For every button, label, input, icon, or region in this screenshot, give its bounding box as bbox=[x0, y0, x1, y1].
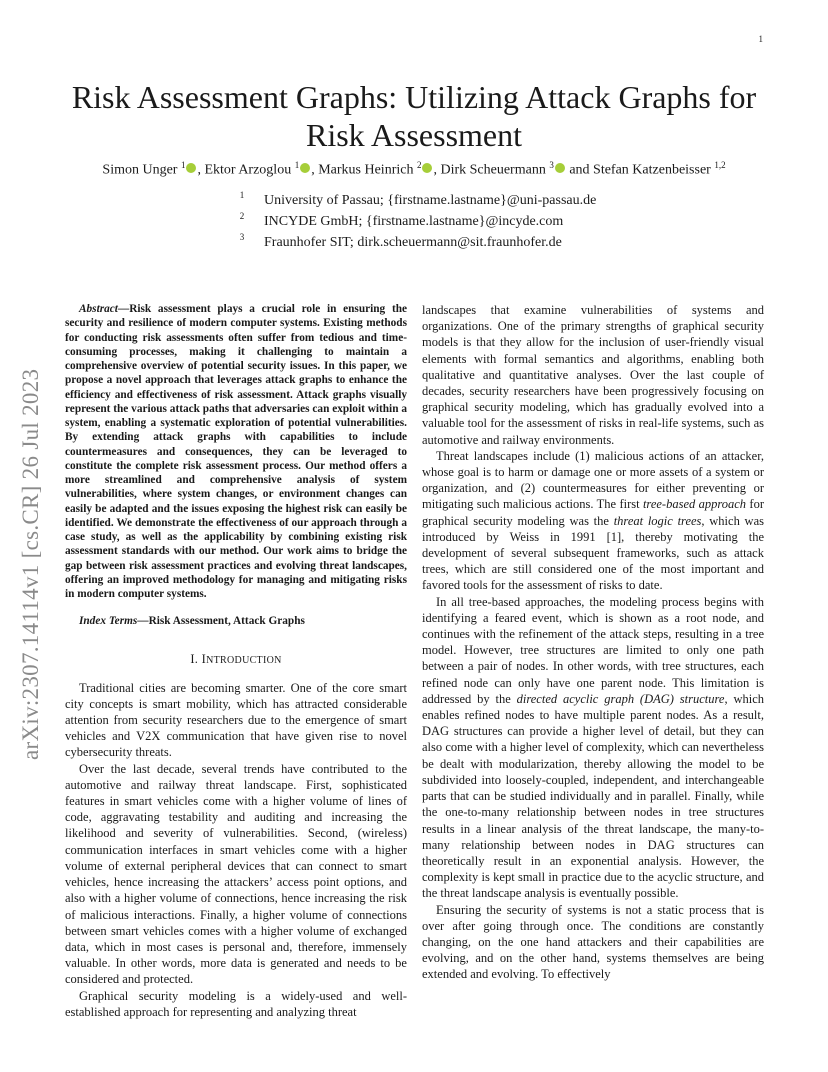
orcid-icon[interactable] bbox=[300, 163, 310, 173]
arxiv-identifier-stamp[interactable]: arXiv:2307.14114v1 [cs.CR] 26 Jul 2023 bbox=[18, 368, 43, 760]
abstract bbox=[65, 302, 407, 601]
abstract-text: —Risk assessment plays a crucial role in ensuring the security and resilience of modern computer systems. Existing methods for conducting risk assessments often suffer from tedious and time-consuming processes, making it challenging to maintain a comprehensive overview of potential security issues. In this paper, we propose a novel approach that leverages attack graphs to enhance the efficiency and effectiveness of risk assessment. Attack graphs visually represent the various attack paths that adversaries can exploit within a system, enabling a systematic exploration of potential vulnerabilities. By extending attack graphs with capabilities to include countermeasures and consequences, they can be leveraged to constitute the complete risk assessment process. Our method offers a more streamlined and comprehensive analysis of system vulnerabilities, where system changes, or environment changes can easily be adapted and the issues exposing the highest risk can easily be identified. We demonstrate the effectiveness of our approach through a case study, as well as the applicability by combining existing risk assessment standards with our method. Our work aims to bridge the gap between risk assessment practices and evolving threat landscapes, offering an improved methodology for managing and mitigating risks in modern computer systems. bbox=[65, 303, 407, 600]
affiliation-number: 1 bbox=[239, 190, 245, 200]
author-5: and Stefan Katzenbeisser bbox=[565, 162, 715, 178]
section-heading-introduction: I. INTRODUCTION bbox=[190, 652, 282, 667]
author-2: , Ektor Arzoglou bbox=[197, 162, 295, 178]
affiliation-row bbox=[220, 190, 596, 211]
affiliation-text: Fraunhofer SIT; dirk.scheuermann@sit.fraunhofer.de bbox=[264, 235, 562, 250]
body-paragraph: Traditional cities are becoming smarter. One of the core smart city concepts is smart mobility, which has attracted considerable attention from security researchers due to the emergence of smart vehicles and V2X communication that have given rise to novel cybersecurity threats. bbox=[65, 680, 407, 760]
paper-title: Risk Assessment Graphs: Utilizing Attack Graphs for Risk Assessment bbox=[71, 79, 757, 153]
body-paragraph: Over the last decade, several trends have contributed to the automotive and railway threat landscape. First, sophisticated features in smart vehicles come with a higher volume of lines of code, aggravating testability and auditing and increasing the likelihood and severity of vulnerabilities. Second, (wireless) communication interfaces in smart vehicles come with a higher volume of external peripheral devices that can connect to smart vehicles, hence increasing the attackers’ access point options, and also with a higher volume of connections, hence increasing the risk of malicious interactions. Finally, a higher volume of connections between smart vehicles comes with a higher volume of exchanged data, which in most cases is personal and, therefore, immensely valuable. In other words, more data is generated and needs to be considered and protected. bbox=[65, 761, 407, 987]
left-column bbox=[65, 302, 407, 1020]
affil-mark: 2 bbox=[416, 160, 422, 170]
affil-mark: 1 bbox=[294, 160, 300, 170]
affil-mark: 3 bbox=[549, 160, 554, 170]
body-paragraph: In all tree-based approaches, the modeling process begins with identifying a feared event, which is shown as a root node, and continues with the refinement of the attack steps, resulting in a tree model. However, tree structures are limited to only one path between a pair of nodes. In other words, with tree structures, each refined node can only have one parent node. This limitation is addressed by the directed acyclic graph (DAG) structure, which enables refined nodes to have multiple parent nodes. As a result, DAG structures can provide a higher level of detail, but they can also come with a higher level of complexity, which can nevertheless be dealt with modularization, thereby allowing the model to be subdivided into loosely-coupled, independent, and interchangeable parts that can be studied individually and in parallel. Finally, while the one-to-many relationship between nodes in tree structures results in a linear analysis of the threat landscape, the many-to-many relationship between nodes in DAG structures can theoretically result in an exponential analysis. However, the complexity is kept small in practice due to the acyclic structure, and the threat landscape analysis is eventually possible. bbox=[422, 594, 764, 901]
index-terms bbox=[65, 613, 407, 629]
page-number: 1 bbox=[758, 34, 763, 44]
affiliation-row bbox=[220, 211, 596, 232]
author-list bbox=[40, 160, 788, 179]
index-terms-lead: Index Terms bbox=[79, 615, 138, 628]
affiliation-text: INCYDE GmbH; {firstname.lastname}@incyde.com bbox=[264, 214, 564, 229]
orcid-icon[interactable] bbox=[422, 163, 432, 173]
body-paragraph: Ensuring the security of systems is not a static process that is over after going through once. The conditions are constantly changing, on the one hand attackers and their capabilities are evolving, and on the other hand, systems themselves are being extended and evolving. To effectively bbox=[422, 902, 764, 982]
author-4: , Dirk Scheuermann bbox=[433, 162, 550, 178]
affiliation-row bbox=[220, 232, 596, 253]
affiliation-text: University of Passau; {firstname.lastname}@uni-passau.de bbox=[264, 193, 597, 208]
affiliation-list bbox=[220, 190, 596, 253]
body-paragraph: Graphical security modeling is a widely-used and well-established approach for representing and analyzing threat bbox=[65, 988, 407, 1019]
affil-mark: 1,2 bbox=[714, 160, 726, 170]
author-1: Simon Unger bbox=[102, 162, 181, 178]
orcid-icon[interactable] bbox=[186, 163, 196, 173]
body-paragraph: Threat landscapes include (1) malicious actions of an attacker, whose goal is to harm or damage one or more assets of a system or organization, and (2) countermeasures for either preventing or mitigating such malicious actions. The first tree-based approach for graphical security modeling was the threat logic trees, which was introduced by Weiss in 1991 [1], thereby motivating the development of several subsequent frameworks, such as attack trees, which are still considered one of the most important and favored tools for the assessment of risks to date. bbox=[422, 448, 764, 593]
affiliation-number: 2 bbox=[239, 211, 245, 221]
affiliation-number: 3 bbox=[239, 232, 245, 242]
index-terms-text: —Risk Assessment, Attack Graphs bbox=[137, 615, 305, 628]
orcid-icon[interactable] bbox=[555, 163, 565, 173]
author-3: , Markus Heinrich bbox=[311, 162, 417, 178]
body-paragraph: landscapes that examine vulnerabilities of systems and organizations. One of the primary strengths of graphical security models is that they allow for the inclusion of user-friendly visual elements with formal semantics and algorithms, enabling both qualitative and quantitative analyses. Over the last couple of decades, security researchers have been progressively focusing on graphical security modeling, which has gradually evolved into a valuable tool for the assessment of risks in real-life systems, such as automotive and railway environments. bbox=[422, 303, 764, 447]
right-column bbox=[422, 302, 764, 983]
affil-mark: 1 bbox=[180, 160, 186, 170]
abstract-lead: Abstract bbox=[79, 303, 118, 315]
